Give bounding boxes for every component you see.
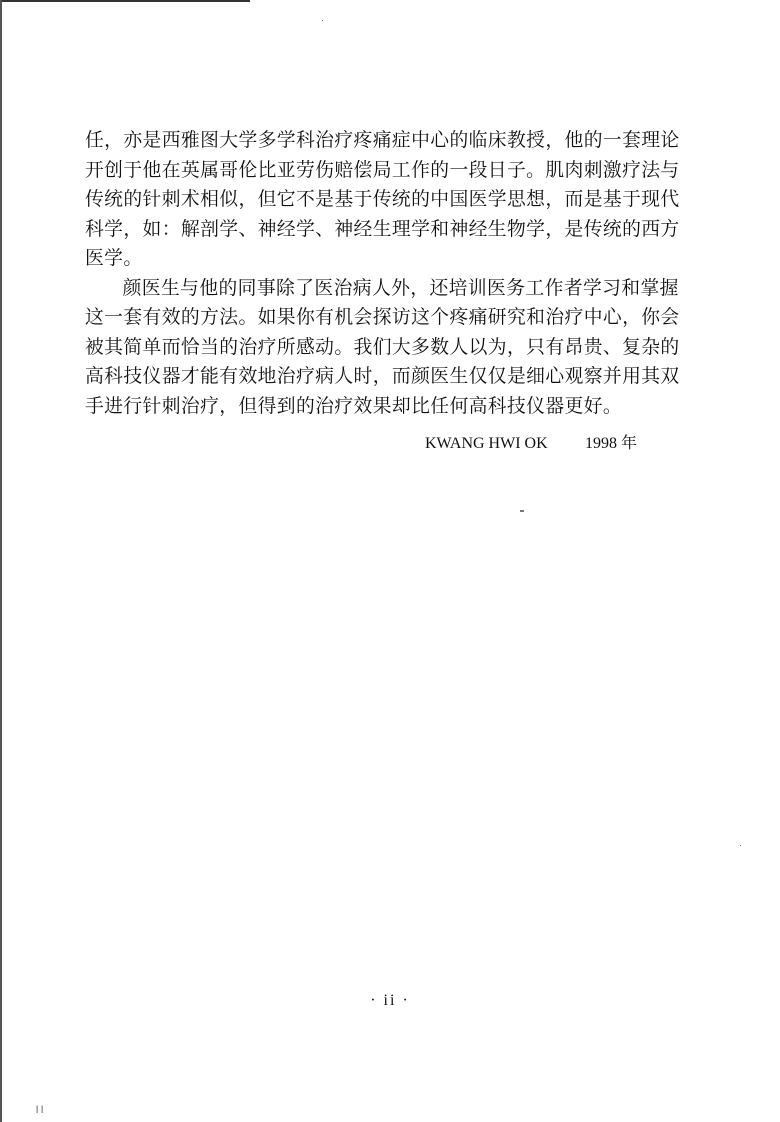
signature-line	[425, 430, 637, 453]
scan-speck	[520, 510, 524, 512]
paragraph-1: 任，亦是西雅图大学多学科治疗疼痛症中心的临床教授，他的一套理论开创于他在英属哥伦比亚劳伤赔偿局工作的一段日子。肌肉刺激疗法与传统的针刺术相似，但它不是基于传统的中国医学思想，而是基于现代科学，如：解剖学、神经学、神经生理学和神经生物学，是传统的西方医学。	[85, 130, 680, 269]
left-edge-rule	[0, 0, 2, 1122]
page-number: · ii ·	[370, 992, 410, 1009]
top-edge-rule	[0, 0, 250, 2]
signature-author: KWANG HWI OK	[425, 435, 548, 452]
scan-mark: l l	[36, 1105, 44, 1116]
scan-speck	[740, 845, 741, 846]
body-text	[85, 126, 688, 421]
paragraph-2: 颜医生与他的同事除了医治病人外，还培训医务工作者学习和掌握这一套有效的方法。如果你有机会探访这个疼痛研究和治疗中心，你会被其简单而恰当的治疗所感动。我们大多数人以为，只有昂贵、复杂的高科技仪器才能有效地治疗病人时，而颜医生仅仅是细心观察并用其双手进行针刺治疗，但得到的治疗效果却比任何高科技仪器更好。	[85, 277, 680, 417]
scan-speck	[322, 20, 323, 21]
signature-year: 1998 年	[585, 435, 638, 452]
